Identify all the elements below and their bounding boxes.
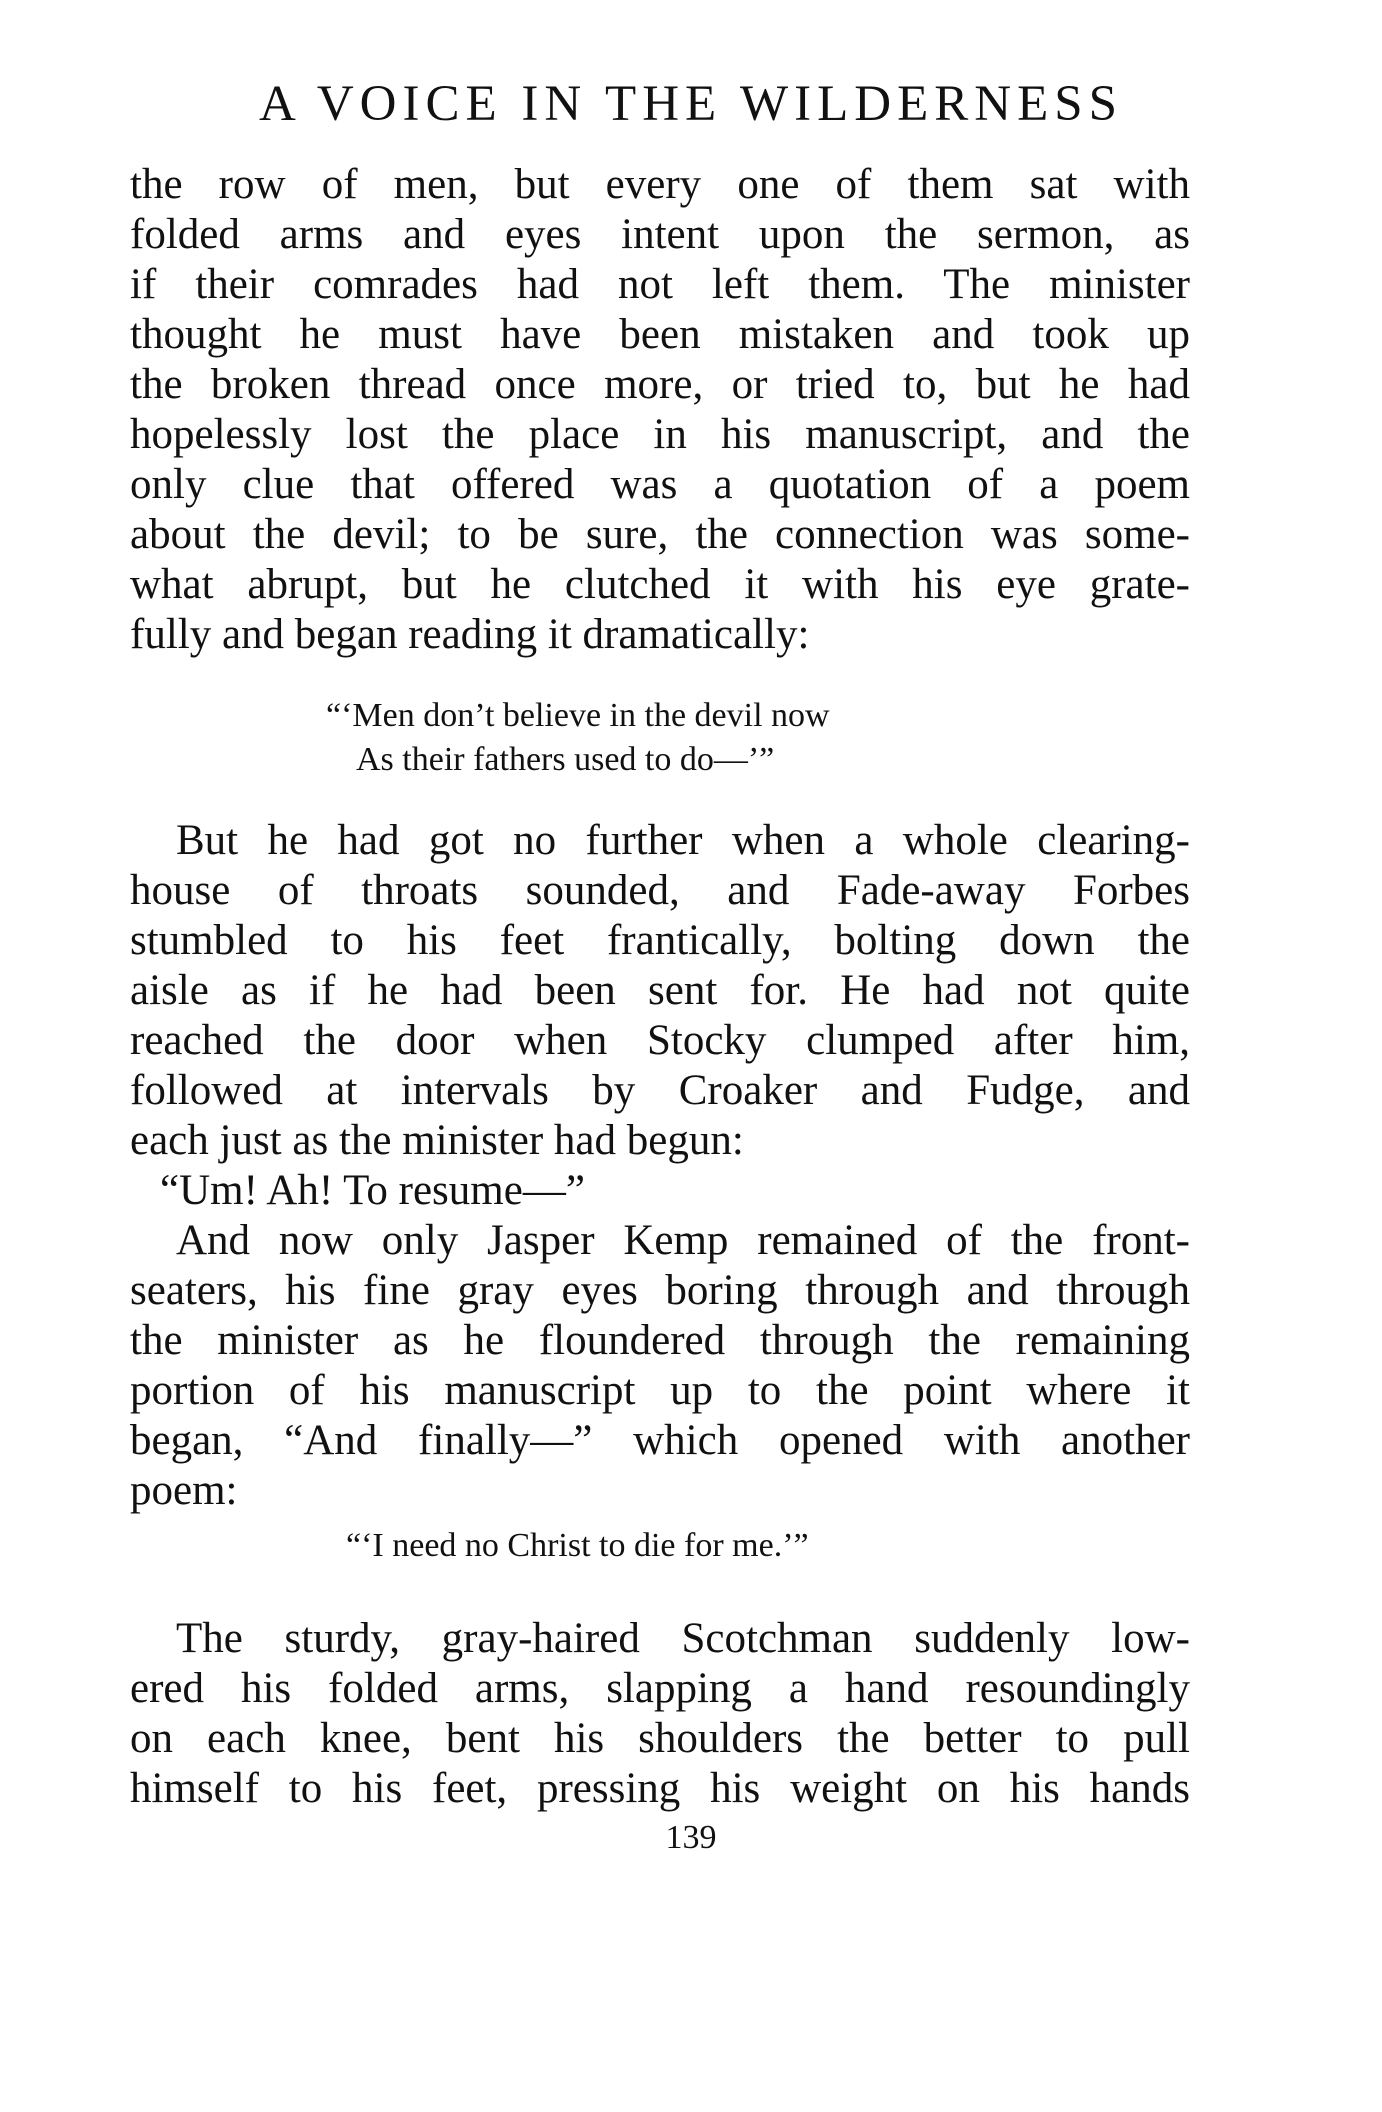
paragraph-1 bbox=[130, 160, 1190, 660]
text-line: thought he must have been mistaken and took up bbox=[130, 311, 1190, 358]
paragraph-4 bbox=[130, 1216, 1190, 1516]
text-line: aisle as if he had been sent for. He had not quite bbox=[130, 967, 1190, 1014]
text-line: the minister as he floundered through the remaining bbox=[130, 1317, 1190, 1364]
text-line: himself to his feet, pressing his weight on his hands bbox=[130, 1765, 1190, 1812]
verse-line: “‘Men don’t believe in the devil now bbox=[326, 697, 830, 734]
text-line: followed at intervals by Croaker and Fudge, and bbox=[130, 1067, 1190, 1114]
text-line: “Um! Ah! To resume—” bbox=[160, 1167, 585, 1214]
text-line: reached the door when Stocky clumped after him, bbox=[130, 1017, 1190, 1064]
text-line: only clue that offered was a quotation of a poem bbox=[130, 461, 1190, 508]
verse-quote-1 bbox=[0, 694, 1382, 782]
text-line: portion of his manuscript up to the point where it bbox=[130, 1367, 1190, 1414]
text-line: what abrupt, but he clutched it with his eye grate- bbox=[130, 561, 1190, 608]
text-line: began, “And finally—” which opened with another bbox=[130, 1417, 1190, 1464]
running-title: A VOICE IN THE WILDERNESS bbox=[259, 76, 1123, 132]
paragraph-3 bbox=[130, 1166, 1190, 1216]
verse-line: As their fathers used to do—’” bbox=[356, 741, 775, 778]
text-line: on each knee, bent his shoulders the better to pull bbox=[130, 1715, 1190, 1762]
text-line: But he had got no further when a whole clearing- bbox=[176, 817, 1190, 864]
text-line: about the devil; to be sure, the connection was some- bbox=[130, 511, 1190, 558]
text-line: folded arms and eyes intent upon the sermon, as bbox=[130, 211, 1190, 258]
paragraph-5 bbox=[130, 1614, 1190, 1814]
text-line: the row of men, but every one of them sat with bbox=[130, 161, 1190, 208]
text-line: house of throats sounded, and Fade-away Forbes bbox=[130, 867, 1190, 914]
page-number: 139 bbox=[665, 1819, 717, 1856]
text-line: The sturdy, gray-haired Scotchman suddenly low- bbox=[176, 1615, 1190, 1662]
verse-line: “‘I need no Christ to die for me.’” bbox=[346, 1527, 809, 1564]
paragraph-2 bbox=[130, 816, 1190, 1166]
verse-quote-2 bbox=[0, 1524, 1382, 1568]
text-line: hopelessly lost the place in his manuscript, and the bbox=[130, 411, 1190, 458]
text-line: poem: bbox=[130, 1467, 238, 1514]
text-line: the broken thread once more, or tried to, but he had bbox=[130, 361, 1190, 408]
text-line: stumbled to his feet frantically, bolting down the bbox=[130, 917, 1190, 964]
text-line: if their comrades had not left them. The minister bbox=[130, 261, 1190, 308]
text-line: And now only Jasper Kemp remained of the front- bbox=[176, 1217, 1190, 1264]
text-line: each just as the minister had begun: bbox=[130, 1117, 744, 1164]
text-line: fully and began reading it dramatically: bbox=[130, 611, 810, 658]
text-line: ered his folded arms, slapping a hand resoundingly bbox=[130, 1665, 1190, 1712]
text-line: seaters, his fine gray eyes boring through and through bbox=[130, 1267, 1190, 1314]
